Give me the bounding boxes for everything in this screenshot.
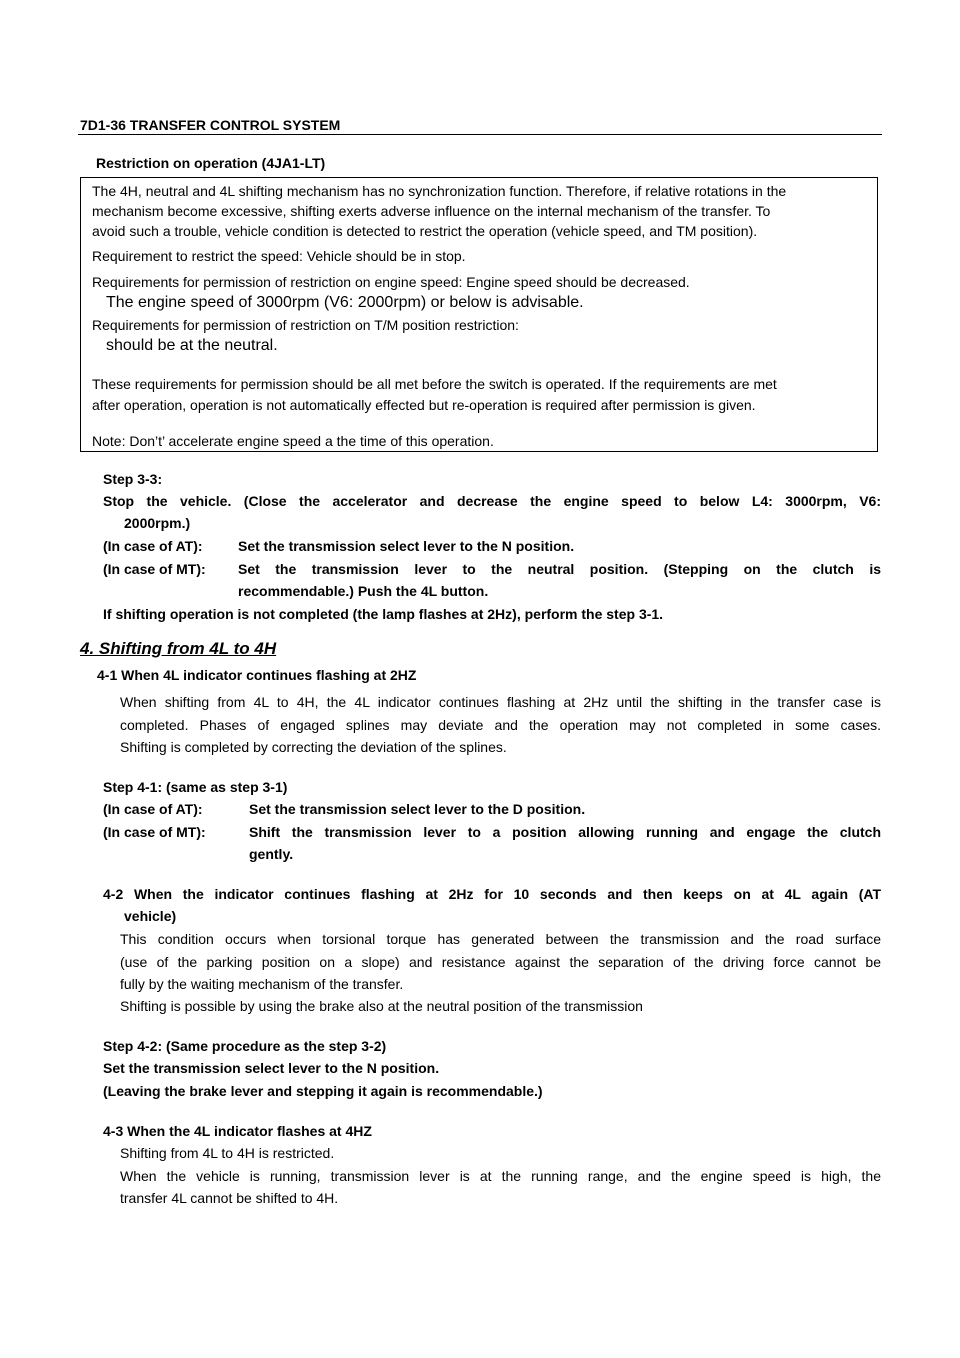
section-4-2-paragraph-line: (use of the parking position on a slope) and resistance against the separation of the driving force cannot be bbox=[120, 954, 881, 970]
section-4-1-paragraph-line: completed. Phases of engaged splines may deviate and the operation may not completed in some cases. bbox=[120, 717, 881, 733]
engine-speed-advice: The engine speed of 3000rpm (V6: 2000rpm) or below is advisable. bbox=[106, 294, 584, 311]
section-4-2-heading: 4-2 When the indicator continues flashing at 2Hz for 10 seconds and then keeps on at 4L again (AT bbox=[103, 886, 881, 902]
section-4-2-paragraph-line: This condition occurs when torsional torque has generated between the transmission and the road surface bbox=[120, 931, 881, 947]
step-4-2-line: (Leaving the brake lever and stepping it again is recommendable.) bbox=[103, 1083, 543, 1099]
step-4-1-at-label: (In case of AT): bbox=[103, 801, 203, 817]
restriction-paragraph-line: avoid such a trouble, vehicle condition is detected to restrict the operation (vehicle speed, and TM position). bbox=[92, 223, 758, 239]
step-3-3-at-text: Set the transmission select lever to the N position. bbox=[238, 538, 575, 554]
restriction-title: Restriction on operation (4JA1-LT) bbox=[96, 155, 326, 171]
section-4-2-heading: vehicle) bbox=[124, 908, 177, 924]
header-rule bbox=[78, 134, 882, 135]
page-header-title: 7D1-36 TRANSFER CONTROL SYSTEM bbox=[80, 117, 341, 133]
requirements-met-line: These requirements for permission should be all met before the switch is operated. If the requirements are met bbox=[92, 376, 777, 392]
tm-position-advice: should be at the neutral. bbox=[106, 337, 278, 354]
step-3-3-final: If shifting operation is not completed (the lamp flashes at 2Hz), perform the step 3-1. bbox=[103, 606, 664, 622]
requirements-met-line: after operation, operation is not automatically effected but re-operation is required after permission is given. bbox=[92, 397, 756, 413]
step-3-3-line: 2000rpm.) bbox=[124, 515, 191, 531]
step-3-3-mt-text: recommendable.) Push the 4L button. bbox=[238, 583, 489, 599]
requirement-engine: Requirements for permission of restriction on engine speed: Engine speed should be decreased. bbox=[92, 274, 690, 290]
restriction-paragraph-line: mechanism become excessive, shifting exerts adverse influence on the internal mechanism of the transfer. To bbox=[92, 203, 771, 219]
section-4-1-paragraph-line: Shifting is completed by correcting the deviation of the splines. bbox=[120, 739, 507, 755]
restriction-note: Note: Don’t’ accelerate engine speed a the time of this operation. bbox=[92, 433, 494, 449]
step-4-1-mt-text: gently. bbox=[249, 846, 294, 862]
step-4-2-line: Set the transmission select lever to the N position. bbox=[103, 1060, 440, 1076]
requirement-tm-position: Requirements for permission of restriction on T/M position restriction: bbox=[92, 317, 519, 333]
step-4-1-mt-label: (In case of MT): bbox=[103, 824, 206, 840]
step-4-1-mt-text: Shift the transmission lever to a position allowing running and engage the clutch bbox=[249, 824, 881, 840]
step-4-1-heading: Step 4-1: (same as step 3-1) bbox=[103, 779, 288, 795]
section-4-1-heading: 4-1 When 4L indicator continues flashing at 2HZ bbox=[97, 667, 417, 683]
section-4-3-heading: 4-3 When the 4L indicator flashes at 4HZ bbox=[103, 1123, 372, 1139]
requirement-speed: Requirement to restrict the speed: Vehicle should be in stop. bbox=[92, 248, 466, 264]
section-4-title: 4. Shifting from 4L to 4H bbox=[80, 639, 277, 658]
step-4-2-heading: Step 4-2: (Same procedure as the step 3-2) bbox=[103, 1038, 387, 1054]
section-4-3-line: When the vehicle is running, transmission lever is at the running range, and the engine speed is high, the bbox=[120, 1168, 881, 1184]
step-3-3-mt-text: Set the transmission lever to the neutral position. (Stepping on the clutch is bbox=[238, 561, 881, 577]
restriction-paragraph-line: The 4H, neutral and 4L shifting mechanism has no synchronization function. Therefore, if relative rotations in the bbox=[92, 183, 787, 199]
step-3-3-at-label: (In case of AT): bbox=[103, 538, 203, 554]
section-4-1-paragraph-line: When shifting from 4L to 4H, the 4L indicator continues flashing at 2Hz until the shifting in the transfer case is bbox=[120, 694, 881, 710]
step-3-3-line: Stop the vehicle. (Close the accelerator and decrease the engine speed to below L4: 3000rpm, V6: bbox=[103, 493, 881, 509]
section-4-3-line: Shifting from 4L to 4H is restricted. bbox=[120, 1145, 335, 1161]
section-4-2-paragraph-line: fully by the waiting mechanism of the transfer. bbox=[120, 976, 404, 992]
section-4-2-paragraph-line: Shifting is possible by using the brake also at the neutral position of the transmission bbox=[120, 998, 643, 1014]
step-3-3-heading: Step 3-3: bbox=[103, 471, 163, 487]
section-4-3-line: transfer 4L cannot be shifted to 4H. bbox=[120, 1190, 339, 1206]
step-3-3-mt-label: (In case of MT): bbox=[103, 561, 206, 577]
step-4-1-at-text: Set the transmission select lever to the D position. bbox=[249, 801, 586, 817]
